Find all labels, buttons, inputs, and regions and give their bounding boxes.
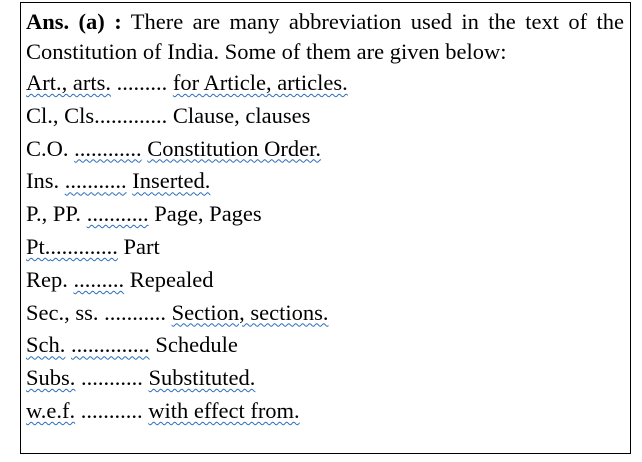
abbreviation-term: C.O.: [26, 135, 69, 161]
abbreviation-meaning: for Article, articles.: [172, 70, 348, 95]
abbreviation-dots: ...........: [86, 201, 149, 227]
abbreviation-term: Sec., ss.: [26, 299, 99, 325]
answer-box: [20, 2, 631, 454]
abbreviation-term: Cl., Cls: [26, 102, 95, 128]
abbreviation-row: [26, 67, 624, 100]
abbreviation-meaning: Part: [123, 233, 160, 259]
abbreviation-meaning: Inserted.: [132, 168, 211, 194]
abbreviation-dots: ...........: [80, 397, 143, 423]
abbreviation-dots: ...........: [64, 168, 127, 194]
abbreviation-row: [26, 395, 624, 428]
abbreviation-row: [26, 329, 624, 362]
abbreviation-row: [26, 165, 624, 198]
abbreviation-meaning: with effect from.: [148, 397, 300, 423]
abbreviation-term: Pt.: [26, 233, 51, 259]
abbreviation-row: [26, 198, 624, 231]
answer-intro: [26, 7, 624, 67]
abbreviation-row: [26, 100, 624, 133]
abbreviation-dots: ..............: [71, 332, 150, 358]
abbreviation-meaning: Substituted.: [148, 365, 256, 391]
abbreviation-term: Art., arts.: [26, 70, 111, 95]
abbreviation-row: [26, 264, 624, 297]
abbreviation-dots: ...........: [81, 365, 143, 391]
abbreviation-meaning: Page, Pages: [154, 201, 262, 227]
abbreviation-term: P., PP.: [26, 201, 82, 227]
abbreviation-term: Rep.: [26, 266, 68, 292]
abbreviation-dots: ............: [74, 135, 142, 161]
abbreviation-term: Subs.: [26, 365, 76, 391]
abbreviation-dots: ...........: [104, 299, 166, 325]
abbreviation-meaning: Clause, clauses: [172, 102, 311, 128]
abbreviation-term: Ins.: [26, 168, 60, 194]
abbreviation-row: [26, 133, 624, 166]
abbreviation-dots: .........: [116, 70, 168, 95]
abbreviation-meaning: Section, sections.: [171, 299, 329, 325]
abbreviation-row: [26, 231, 624, 264]
abbreviation-meaning: Schedule: [155, 332, 238, 358]
abbreviation-term: Sch.: [26, 332, 66, 358]
abbreviation-dots: .........: [73, 266, 125, 292]
abbreviation-meaning: Constitution Order.: [147, 135, 322, 161]
answer-intro-text: There are many abbreviation used in the text of the Constitution of India. Some of them are given below:: [26, 9, 625, 64]
abbreviation-dots: .............: [94, 102, 168, 128]
answer-label: Ans. (a) :: [26, 9, 122, 34]
abbreviation-row: [26, 362, 624, 395]
abbreviation-row: [26, 297, 624, 330]
abbreviation-term: w.e.f.: [26, 397, 76, 423]
abbreviation-meaning: Repealed: [129, 266, 214, 292]
abbreviation-dots: ............: [50, 233, 118, 259]
